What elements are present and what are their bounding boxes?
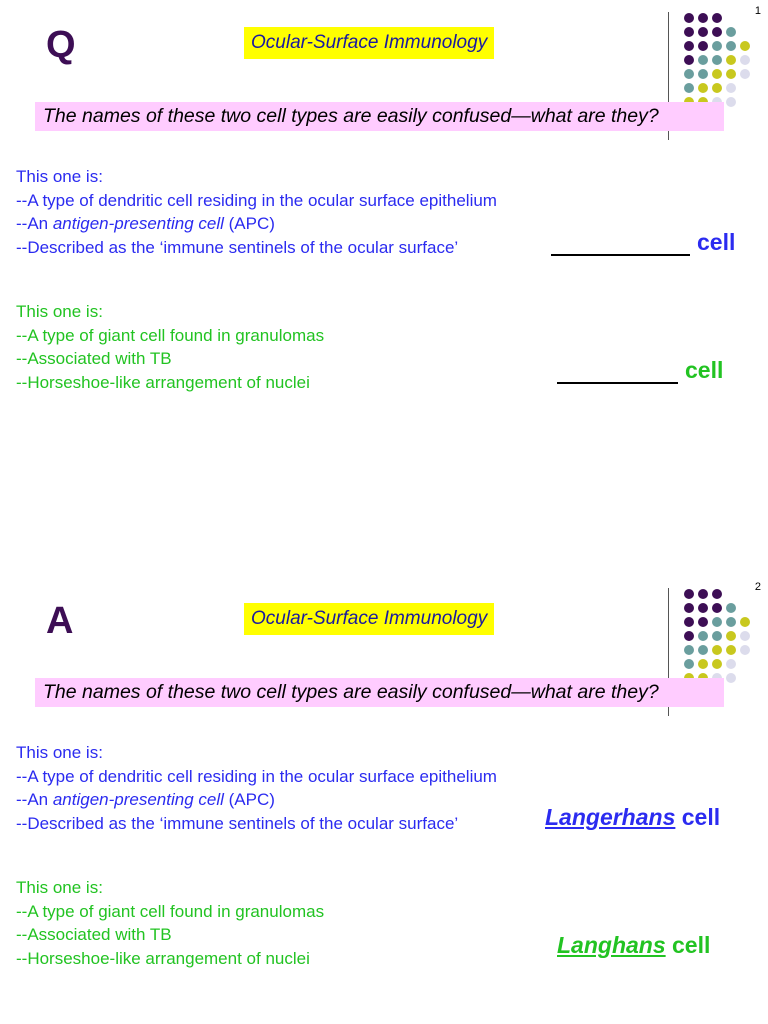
clue-line: --A type of giant cell found in granulomas xyxy=(16,325,325,345)
dot xyxy=(684,55,694,65)
cell-label: cell xyxy=(672,932,711,958)
question-banner: The names of these two cell types are easily confused—what are they? xyxy=(35,678,724,707)
clue-2 xyxy=(16,876,324,970)
clue-line: --A type of giant cell found in granulomas xyxy=(16,901,325,921)
clue-heading: This one is: xyxy=(16,878,103,897)
clue-line: --Horseshoe-like arrangement of nuclei xyxy=(16,372,310,392)
dot xyxy=(684,589,694,599)
cell-label: cell xyxy=(685,357,724,383)
dot xyxy=(712,83,722,93)
page-number: 2 xyxy=(754,581,761,593)
clue-line: --A type of dendritic cell residing in the ocular surface epithelium xyxy=(16,766,497,786)
clue-1 xyxy=(16,165,497,259)
clue-line: --Described as the ‘immune sentinels of the ocular surface’ xyxy=(16,813,459,833)
dot xyxy=(684,603,694,613)
dot xyxy=(698,603,708,613)
answer-word: Langerhans xyxy=(545,804,676,830)
dot xyxy=(684,69,694,79)
topic-label: Ocular-Surface Immunology xyxy=(244,603,494,635)
dot xyxy=(698,83,708,93)
clue-line: --A type of dendritic cell residing in the ocular surface epithelium xyxy=(16,190,497,210)
dot xyxy=(698,13,708,23)
slide-letter: A xyxy=(46,600,74,642)
clue-line xyxy=(16,212,497,236)
clue-emphasis: antigen-presenting cell xyxy=(52,214,224,233)
dot xyxy=(684,659,694,669)
clue-line: --Associated with TB xyxy=(16,925,172,944)
dot xyxy=(712,631,722,641)
clue-text: (APC) xyxy=(223,214,275,233)
answer-1 xyxy=(545,804,720,831)
dot xyxy=(698,631,708,641)
dot xyxy=(740,631,750,641)
dot xyxy=(698,69,708,79)
dot xyxy=(712,41,722,51)
dot xyxy=(684,83,694,93)
dot xyxy=(684,27,694,37)
dot xyxy=(726,603,736,613)
dot xyxy=(712,69,722,79)
dot xyxy=(740,55,750,65)
clue-text: (APC) xyxy=(223,790,275,809)
clue-text: --An xyxy=(16,214,53,233)
dot xyxy=(740,69,750,79)
dot xyxy=(726,97,736,107)
dot xyxy=(726,659,736,669)
clue-line: --Associated with TB xyxy=(16,349,172,368)
dot xyxy=(712,13,722,23)
clue-line xyxy=(16,788,497,812)
clue-text: --An xyxy=(16,790,53,809)
clue-line: --Horseshoe-like arrangement of nuclei xyxy=(16,948,310,968)
answer-blank xyxy=(557,382,678,384)
dot xyxy=(684,631,694,641)
dot xyxy=(684,645,694,655)
dot xyxy=(726,631,736,641)
dot xyxy=(712,603,722,613)
dot xyxy=(726,645,736,655)
dot xyxy=(712,589,722,599)
clue-emphasis: antigen-presenting cell xyxy=(52,790,224,809)
dot xyxy=(740,617,750,627)
dot xyxy=(726,55,736,65)
dot xyxy=(726,69,736,79)
cell-label: cell xyxy=(697,229,736,255)
dot xyxy=(712,659,722,669)
dot xyxy=(712,645,722,655)
clue-heading: This one is: xyxy=(16,167,103,186)
dot xyxy=(726,83,736,93)
answer-blank xyxy=(551,254,690,256)
dot xyxy=(698,27,708,37)
topic-label: Ocular-Surface Immunology xyxy=(244,27,494,59)
clue-heading: This one is: xyxy=(16,302,103,321)
dot xyxy=(684,617,694,627)
dot xyxy=(712,55,722,65)
dot xyxy=(726,41,736,51)
cell-label: cell xyxy=(681,804,721,830)
dot xyxy=(698,41,708,51)
dot xyxy=(698,659,708,669)
clue-2 xyxy=(16,300,324,394)
answer-slide xyxy=(0,576,768,1024)
dot xyxy=(740,645,750,655)
question-banner: The names of these two cell types are easily confused—what are they? xyxy=(35,102,724,131)
dot xyxy=(698,617,708,627)
clue-line: --Described as the ‘immune sentinels of the ocular surface’ xyxy=(16,237,459,257)
dot xyxy=(712,27,722,37)
dot xyxy=(712,617,722,627)
dot xyxy=(698,55,708,65)
answer-word: Langhans xyxy=(557,932,666,958)
page-number: 1 xyxy=(754,5,761,17)
dot xyxy=(726,617,736,627)
dot xyxy=(698,589,708,599)
dot xyxy=(726,27,736,37)
clue-1 xyxy=(16,741,497,835)
dot xyxy=(740,41,750,51)
dot xyxy=(726,673,736,683)
slide-letter: Q xyxy=(46,24,76,66)
dot xyxy=(684,41,694,51)
clue-heading: This one is: xyxy=(16,743,103,762)
answer-2 xyxy=(557,932,710,959)
dot xyxy=(684,13,694,23)
dot xyxy=(698,645,708,655)
